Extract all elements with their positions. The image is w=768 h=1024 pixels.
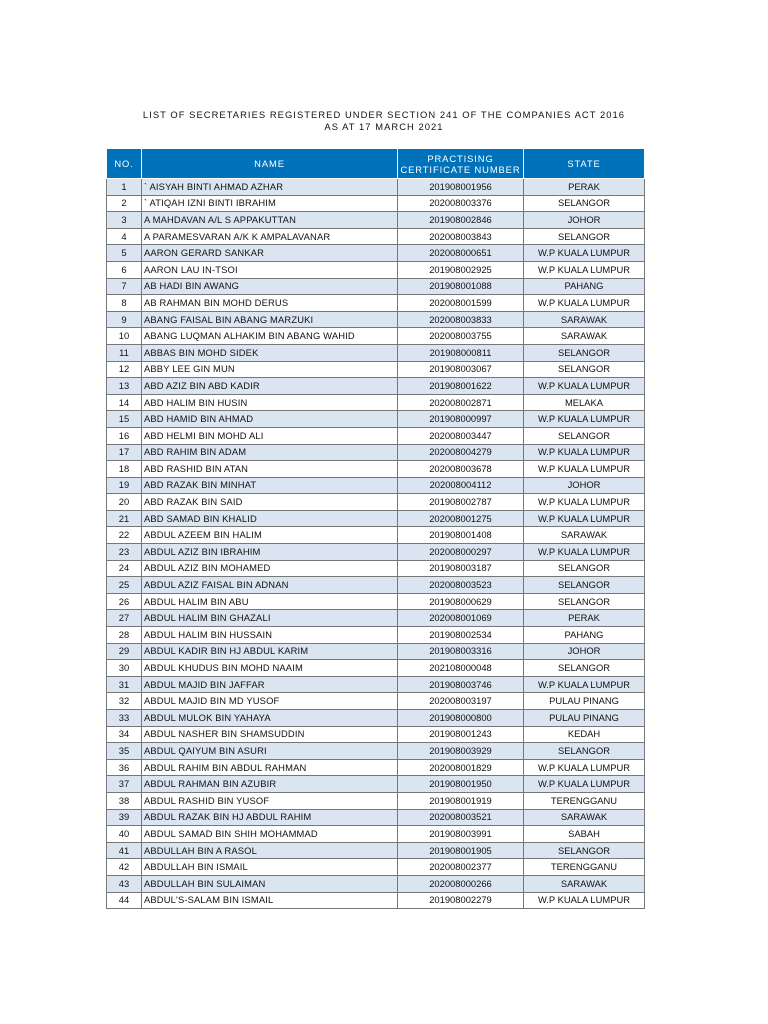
row-name-cell: ABDULLAH BIN SULAIMAN — [142, 875, 398, 892]
column-header-certificate — [398, 149, 524, 179]
table-row — [107, 544, 645, 561]
row-name-cell: ABDUL SAMAD BIN SHIH MOHAMMAD — [142, 826, 398, 843]
column-header-certificate-line-1: PRACTISING — [427, 152, 494, 164]
table-row — [107, 693, 645, 710]
row-number-cell: 23 — [107, 544, 142, 561]
row-state-cell: KEDAH — [524, 726, 645, 743]
row-number-cell: 30 — [107, 660, 142, 677]
row-state-cell: W.P KUALA LUMPUR — [524, 411, 645, 428]
row-certificate-cell: 201908001919 — [398, 792, 524, 809]
row-certificate-cell: 201908002925 — [398, 261, 524, 278]
row-certificate-cell: 201908001622 — [398, 378, 524, 395]
row-certificate-cell: 201908000997 — [398, 411, 524, 428]
row-state-cell: W.P KUALA LUMPUR — [524, 892, 645, 909]
table-row — [107, 610, 645, 627]
row-state-cell: SELANGOR — [524, 228, 645, 245]
row-state-cell: SARAWAK — [524, 809, 645, 826]
row-number-cell: 41 — [107, 842, 142, 859]
row-state-cell: PERAK — [524, 179, 645, 196]
row-state-cell: SABAH — [524, 826, 645, 843]
row-number-cell: 34 — [107, 726, 142, 743]
row-certificate-cell: 201908003187 — [398, 560, 524, 577]
row-number-cell: 2 — [107, 195, 142, 212]
row-number-cell: 5 — [107, 245, 142, 262]
row-name-cell: AARON LAU IN-TSOI — [142, 261, 398, 278]
table-row — [107, 212, 645, 229]
column-header-no — [107, 149, 142, 179]
row-certificate-cell: 201908002534 — [398, 627, 524, 644]
row-certificate-cell: 201908003746 — [398, 676, 524, 693]
row-certificate-cell: 202008003833 — [398, 311, 524, 328]
table-row — [107, 394, 645, 411]
table-row — [107, 195, 645, 212]
column-header-name-label: NAME — [254, 158, 285, 169]
row-state-cell: W.P KUALA LUMPUR — [524, 510, 645, 527]
row-certificate-cell: 202008002377 — [398, 859, 524, 876]
row-name-cell: ABDUL QAIYUM BIN ASURI — [142, 743, 398, 760]
row-number-cell: 3 — [107, 212, 142, 229]
table-row — [107, 859, 645, 876]
row-name-cell: ABD RASHID BIN ATAN — [142, 461, 398, 478]
row-name-cell: ABDUL RAZAK BIN HJ ABDUL RAHIM — [142, 809, 398, 826]
table-row — [107, 328, 645, 345]
row-certificate-cell: 202008000297 — [398, 544, 524, 561]
row-certificate-cell: 202008001275 — [398, 510, 524, 527]
column-header-certificate-line-2: CERTIFICATE NUMBER — [400, 163, 521, 175]
row-number-cell: 10 — [107, 328, 142, 345]
row-state-cell: SELANGOR — [524, 842, 645, 859]
row-number-cell: 6 — [107, 261, 142, 278]
row-certificate-cell: 202008003523 — [398, 577, 524, 594]
row-certificate-cell: 201908000811 — [398, 344, 524, 361]
row-state-cell: SARAWAK — [524, 328, 645, 345]
row-name-cell: ABD RAZAK BIN SAID — [142, 494, 398, 511]
row-name-cell: ABDULLAH BIN ISMAIL — [142, 859, 398, 876]
row-name-cell: ABDUL HALIM BIN GHAZALI — [142, 610, 398, 627]
row-name-cell: ABD SAMAD BIN KHALID — [142, 510, 398, 527]
table-row — [107, 311, 645, 328]
document-title-line-1: LIST OF SECRETARIES REGISTERED UNDER SECTION 241 OF THE COMPANIES ACT 2016 — [142, 109, 626, 120]
row-number-cell: 9 — [107, 311, 142, 328]
row-state-cell: PERAK — [524, 610, 645, 627]
row-name-cell: AB RAHMAN BIN MOHD DERUS — [142, 295, 398, 312]
table-row — [107, 743, 645, 760]
row-name-cell: AB HADI BIN AWANG — [142, 278, 398, 295]
row-state-cell: W.P KUALA LUMPUR — [524, 494, 645, 511]
row-certificate-cell: 202008002871 — [398, 394, 524, 411]
row-name-cell: ABDUL'S-SALAM BIN ISMAIL — [142, 892, 398, 909]
document-title-line-2: AS AT 17 MARCH 2021 — [324, 121, 444, 132]
row-certificate-cell: 201908003067 — [398, 361, 524, 378]
row-number-cell: 12 — [107, 361, 142, 378]
row-state-cell: PULAU PINANG — [524, 710, 645, 727]
table-row — [107, 444, 645, 461]
table-row — [107, 261, 645, 278]
row-state-cell: W.P KUALA LUMPUR — [524, 759, 645, 776]
row-certificate-cell: 202108000048 — [398, 660, 524, 677]
row-certificate-cell: 201908002846 — [398, 212, 524, 229]
column-header-state — [524, 149, 645, 179]
row-state-cell: SELANGOR — [524, 660, 645, 677]
row-number-cell: 1 — [107, 179, 142, 196]
row-certificate-cell: 202008003521 — [398, 809, 524, 826]
row-name-cell: ABDUL KHUDUS BIN MOHD NAAIM — [142, 660, 398, 677]
row-state-cell: JOHOR — [524, 643, 645, 660]
row-number-cell: 19 — [107, 477, 142, 494]
row-state-cell: SELANGOR — [524, 361, 645, 378]
row-number-cell: 16 — [107, 427, 142, 444]
row-state-cell: PAHANG — [524, 627, 645, 644]
row-certificate-cell: 202008003447 — [398, 427, 524, 444]
row-number-cell: 26 — [107, 593, 142, 610]
row-number-cell: 13 — [107, 378, 142, 395]
row-state-cell: JOHOR — [524, 212, 645, 229]
row-certificate-cell: 202008003755 — [398, 328, 524, 345]
row-state-cell: SELANGOR — [524, 743, 645, 760]
row-state-cell: SELANGOR — [524, 577, 645, 594]
row-number-cell: 21 — [107, 510, 142, 527]
row-state-cell: JOHOR — [524, 477, 645, 494]
row-name-cell: ` ATIQAH IZNI BINTI IBRAHIM — [142, 195, 398, 212]
row-state-cell: W.P KUALA LUMPUR — [524, 544, 645, 561]
row-state-cell: SELANGOR — [524, 560, 645, 577]
row-state-cell: SELANGOR — [524, 593, 645, 610]
row-name-cell: ABDUL RASHID BIN YUSOF — [142, 792, 398, 809]
row-number-cell: 37 — [107, 776, 142, 793]
row-name-cell: ABANG LUQMAN ALHAKIM BIN ABANG WAHID — [142, 328, 398, 345]
table-header-row — [107, 149, 645, 179]
table-row — [107, 295, 645, 312]
table-row — [107, 179, 645, 196]
row-name-cell: ABDUL AZIZ FAISAL BIN ADNAN — [142, 577, 398, 594]
row-name-cell: ABD HALIM BIN HUSIN — [142, 394, 398, 411]
row-state-cell: MELAKA — [524, 394, 645, 411]
row-certificate-cell: 201908003316 — [398, 643, 524, 660]
table-body — [107, 179, 645, 909]
row-name-cell: ABDUL AZEEM BIN HALIM — [142, 527, 398, 544]
row-certificate-cell: 201908001950 — [398, 776, 524, 793]
table-row — [107, 461, 645, 478]
row-state-cell: TERENGGANU — [524, 859, 645, 876]
row-number-cell: 39 — [107, 809, 142, 826]
row-certificate-cell: 202008004112 — [398, 477, 524, 494]
row-state-cell: TERENGGANU — [524, 792, 645, 809]
table-row — [107, 245, 645, 262]
row-certificate-cell: 202008001599 — [398, 295, 524, 312]
row-certificate-cell: 202008000266 — [398, 875, 524, 892]
row-certificate-cell: 201908002787 — [398, 494, 524, 511]
table-row — [107, 494, 645, 511]
row-name-cell: ABDUL HALIM BIN ABU — [142, 593, 398, 610]
row-state-cell: W.P KUALA LUMPUR — [524, 461, 645, 478]
row-number-cell: 22 — [107, 527, 142, 544]
row-number-cell: 43 — [107, 875, 142, 892]
row-certificate-cell: 202008003843 — [398, 228, 524, 245]
row-number-cell: 18 — [107, 461, 142, 478]
row-number-cell: 31 — [107, 676, 142, 693]
row-certificate-cell: 202008000651 — [398, 245, 524, 262]
row-name-cell: A MAHDAVAN A/L S APPAKUTTAN — [142, 212, 398, 229]
row-number-cell: 15 — [107, 411, 142, 428]
table-row — [107, 378, 645, 395]
column-header-state-label: STATE — [567, 158, 601, 169]
row-state-cell: PULAU PINANG — [524, 693, 645, 710]
table-row — [107, 627, 645, 644]
row-certificate-cell: 201908003929 — [398, 743, 524, 760]
row-state-cell: SELANGOR — [524, 344, 645, 361]
table-row — [107, 759, 645, 776]
row-state-cell: PAHANG — [524, 278, 645, 295]
row-certificate-cell: 202008003197 — [398, 693, 524, 710]
row-name-cell: ABDUL MULOK BIN YAHAYA — [142, 710, 398, 727]
table-row — [107, 477, 645, 494]
row-state-cell: SELANGOR — [524, 195, 645, 212]
table-row — [107, 577, 645, 594]
row-state-cell: SARAWAK — [524, 875, 645, 892]
table-row — [107, 593, 645, 610]
row-number-cell: 17 — [107, 444, 142, 461]
row-name-cell: ABDUL RAHMAN BIN AZUBIR — [142, 776, 398, 793]
table-row — [107, 278, 645, 295]
row-name-cell: ABDUL MAJID BIN JAFFAR — [142, 676, 398, 693]
row-state-cell: SARAWAK — [524, 311, 645, 328]
row-number-cell: 29 — [107, 643, 142, 660]
row-state-cell: W.P KUALA LUMPUR — [524, 676, 645, 693]
table-row — [107, 560, 645, 577]
row-name-cell: ABANG FAISAL BIN ABANG MARZUKI — [142, 311, 398, 328]
row-number-cell: 27 — [107, 610, 142, 627]
row-name-cell: AARON GERARD SANKAR — [142, 245, 398, 262]
table-row — [107, 361, 645, 378]
column-header-name — [142, 149, 398, 179]
row-name-cell: ABDULLAH BIN A RASOL — [142, 842, 398, 859]
table-row — [107, 875, 645, 892]
row-certificate-cell: 202008003678 — [398, 461, 524, 478]
row-certificate-cell: 201908001243 — [398, 726, 524, 743]
row-certificate-cell: 202008004279 — [398, 444, 524, 461]
table-header — [107, 149, 645, 179]
row-name-cell: ABD HELMI BIN MOHD ALI — [142, 427, 398, 444]
row-name-cell: ABDUL AZIZ BIN MOHAMED — [142, 560, 398, 577]
table-row — [107, 643, 645, 660]
row-number-cell: 4 — [107, 228, 142, 245]
row-number-cell: 42 — [107, 859, 142, 876]
table-row — [107, 228, 645, 245]
row-name-cell: ABD AZIZ BIN ABD KADIR — [142, 378, 398, 395]
row-certificate-cell: 201908001408 — [398, 527, 524, 544]
row-state-cell: W.P KUALA LUMPUR — [524, 378, 645, 395]
row-certificate-cell: 202008003376 — [398, 195, 524, 212]
row-number-cell: 38 — [107, 792, 142, 809]
table-row — [107, 411, 645, 428]
row-number-cell: 35 — [107, 743, 142, 760]
table-row — [107, 792, 645, 809]
table-row — [107, 660, 645, 677]
table-row — [107, 527, 645, 544]
table-row — [107, 427, 645, 444]
table-row — [107, 676, 645, 693]
row-name-cell: ABBY LEE GIN MUN — [142, 361, 398, 378]
document-title — [0, 109, 768, 133]
row-number-cell: 20 — [107, 494, 142, 511]
row-number-cell: 8 — [107, 295, 142, 312]
row-state-cell: W.P KUALA LUMPUR — [524, 245, 645, 262]
column-header-no-label: NO. — [114, 158, 134, 169]
row-number-cell: 28 — [107, 627, 142, 644]
row-number-cell: 11 — [107, 344, 142, 361]
row-certificate-cell: 202008001829 — [398, 759, 524, 776]
row-certificate-cell: 201908000629 — [398, 593, 524, 610]
row-number-cell: 14 — [107, 394, 142, 411]
table-row — [107, 776, 645, 793]
row-state-cell: W.P KUALA LUMPUR — [524, 444, 645, 461]
row-number-cell: 44 — [107, 892, 142, 909]
table-row — [107, 842, 645, 859]
row-certificate-cell: 201908000800 — [398, 710, 524, 727]
row-name-cell: ABD RAHIM BIN ADAM — [142, 444, 398, 461]
row-name-cell: ABBAS BIN MOHD SIDEK — [142, 344, 398, 361]
row-certificate-cell: 201908001905 — [398, 842, 524, 859]
table-row — [107, 826, 645, 843]
row-name-cell: ABDUL RAHIM BIN ABDUL RAHMAN — [142, 759, 398, 776]
row-name-cell: ABD RAZAK BIN MINHAT — [142, 477, 398, 494]
table-row — [107, 726, 645, 743]
row-number-cell: 33 — [107, 710, 142, 727]
row-certificate-cell: 201908001956 — [398, 179, 524, 196]
row-number-cell: 36 — [107, 759, 142, 776]
row-name-cell: ABDUL AZIZ BIN IBRAHIM — [142, 544, 398, 561]
row-certificate-cell: 202008001069 — [398, 610, 524, 627]
row-state-cell: SARAWAK — [524, 527, 645, 544]
row-name-cell: ABDUL NASHER BIN SHAMSUDDIN — [142, 726, 398, 743]
row-certificate-cell: 201908002279 — [398, 892, 524, 909]
row-name-cell: ABDUL HALIM BIN HUSSAIN — [142, 627, 398, 644]
row-state-cell: W.P KUALA LUMPUR — [524, 261, 645, 278]
table-row — [107, 809, 645, 826]
row-certificate-cell: 201908003991 — [398, 826, 524, 843]
row-name-cell: ABDUL KADIR BIN HJ ABDUL KARIM — [142, 643, 398, 660]
row-number-cell: 40 — [107, 826, 142, 843]
secretaries-table — [106, 148, 645, 909]
row-name-cell: ` AISYAH BINTI AHMAD AZHAR — [142, 179, 398, 196]
row-name-cell: A PARAMESVARAN A/K K AMPALAVANAR — [142, 228, 398, 245]
table-row — [107, 344, 645, 361]
row-number-cell: 24 — [107, 560, 142, 577]
table-row — [107, 510, 645, 527]
table-row — [107, 892, 645, 909]
row-state-cell: SELANGOR — [524, 427, 645, 444]
row-number-cell: 25 — [107, 577, 142, 594]
row-name-cell: ABDUL MAJID BIN MD YUSOF — [142, 693, 398, 710]
row-certificate-cell: 201908001088 — [398, 278, 524, 295]
row-number-cell: 7 — [107, 278, 142, 295]
row-state-cell: W.P KUALA LUMPUR — [524, 776, 645, 793]
row-state-cell: W.P KUALA LUMPUR — [524, 295, 645, 312]
row-name-cell: ABD HAMID BIN AHMAD — [142, 411, 398, 428]
table-row — [107, 710, 645, 727]
row-number-cell: 32 — [107, 693, 142, 710]
